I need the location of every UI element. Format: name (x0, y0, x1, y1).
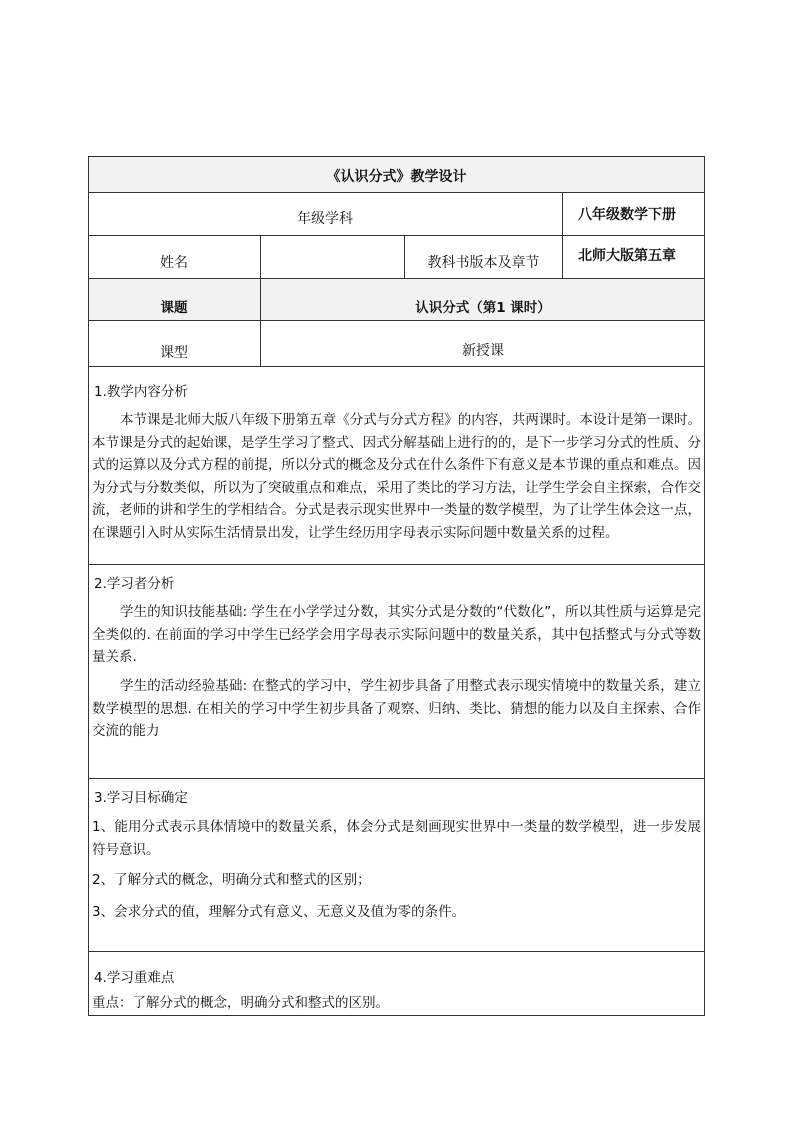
section-heading: 1.教学内容分析 (94, 384, 188, 400)
rule (88, 320, 705, 321)
lesson-type-label: 课型 (160, 345, 188, 361)
rule (88, 192, 705, 193)
key-point-item: 重点：了解分式的概念，明确分式和整式的区别。 (92, 995, 389, 1011)
rule (88, 366, 705, 367)
grade-subject-value: 八年级数学下册 (578, 207, 676, 223)
rule (704, 156, 705, 1016)
rule (88, 156, 89, 1016)
rule (88, 778, 705, 779)
section-paragraph: 学生的知识技能基础: 学生在小学学过分数，其实分式是分数的“代数化”，所以其性质与运算是完全类似的. 在前面的学习中学生已经学会用字母表示实际问题中的数量关系，其中包括整式与分式等数量关系. (92, 604, 701, 666)
topic-label: 课题 (160, 300, 188, 316)
rule (88, 278, 705, 279)
topic-value: 认识分式（第1 课时） (415, 300, 551, 316)
textbook-value: 北师大版第五章 (578, 248, 676, 264)
lesson-type-value: 新授课 (462, 343, 504, 359)
section-heading: 4.学习重难点 (94, 970, 175, 986)
goal-item: 3、会求分式的值，理解分式有意义、无意义及值为零的条件。 (92, 904, 466, 920)
rule (88, 951, 705, 952)
section-paragraph: 学生的活动经验基础: 在整式的学习中，学生初步具备了用整式表示现实情境中的数量关系，建立数学模型的思想. 在相关的学习中学生初步具备了观察、归纳、类比、猜想的能力以及自主探索、合作交流的能力 (92, 678, 701, 740)
rule (562, 192, 563, 278)
document-title: 《认识分式》教学设计 (326, 169, 467, 185)
grade-subject-label: 年级学科 (297, 211, 353, 227)
rule (88, 1015, 705, 1016)
rule (88, 156, 705, 157)
section-paragraph: 本节课是北师大版八年级下册第五章《分式与分式方程》的内容，共两课时。本设计是第一课时。本节课是分式的起始课，是学生学习了整式、因式分解基础上进行的的，是下一步学习分式的性质、分式的运算以及分式方程的前提，所以分式的概念及分式在什么条件下有意义是本节课的重点和难点。因为分式与分数类似，所以为了突破重点和难点，采用了类比的学习方法，让学生学会自主探索，合作交流，老师的讲和学生的学相结合。分式是表示现实世界中一类量的数学模型，为了让学生体会这一点，在课题引入时从实际生活情景出发，让学生经历用字母表示实际问题中数量关系的过程。 (92, 412, 701, 541)
name-label: 姓名 (160, 255, 188, 271)
section-heading: 3.学习目标确定 (94, 790, 188, 806)
section-heading: 2.学习者分析 (94, 576, 175, 592)
goal-item: 2、了解分式的概念，明确分式和整式的区别； (92, 872, 371, 888)
textbook-label: 教科书版本及章节 (427, 255, 540, 271)
goal-item: 1、能用分式表示具体情境中的数量关系，体会分式是刻画现实世界中一类量的数学模型，进一步发展符号意识。 (92, 819, 701, 858)
rule (88, 235, 705, 236)
lesson-plan-table (88, 156, 705, 1016)
rule (88, 564, 705, 565)
